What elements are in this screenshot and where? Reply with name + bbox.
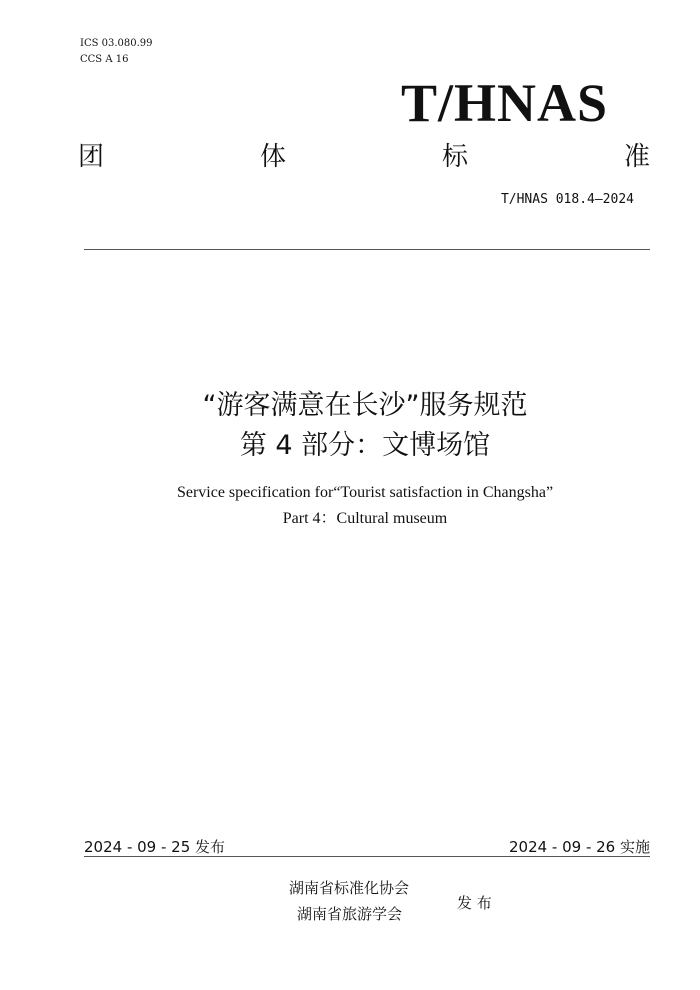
ccs-code: CCS A 16 <box>80 54 129 65</box>
ics-ccs-block <box>80 36 153 68</box>
publisher-org-1: 湖南省标准化协会 <box>289 879 410 897</box>
footer-divider <box>84 856 650 857</box>
publisher-org-2: 湖南省旅游学会 <box>297 905 403 923</box>
title-en-line1: Service specification for“Tourist satisfaction in Changsha” <box>176 484 554 501</box>
title-cn-line2: 第 4 部分：文博场馆 <box>239 430 491 461</box>
title-cn-line1: “游客满意在长沙”服务规范 <box>202 390 528 421</box>
standard-code: T/HNAS 018.4—2024 <box>500 192 634 207</box>
title-en-line2: Part 4：Cultural museum <box>282 510 448 527</box>
header-divider <box>84 249 650 250</box>
ics-code: ICS 03.080.99 <box>80 38 153 49</box>
category-char: 团 <box>78 142 105 172</box>
issue-date: 2024 - 09 - 25 发布 <box>84 838 226 856</box>
standard-logo: T/HNAS <box>400 73 608 133</box>
implement-date: 2024 - 09 - 26 实施 <box>508 838 650 856</box>
category-char: 标 <box>441 142 468 172</box>
publish-label: 发 布 <box>457 894 492 912</box>
standard-category <box>78 136 650 173</box>
category-char: 准 <box>623 142 650 172</box>
category-char: 体 <box>259 142 286 172</box>
